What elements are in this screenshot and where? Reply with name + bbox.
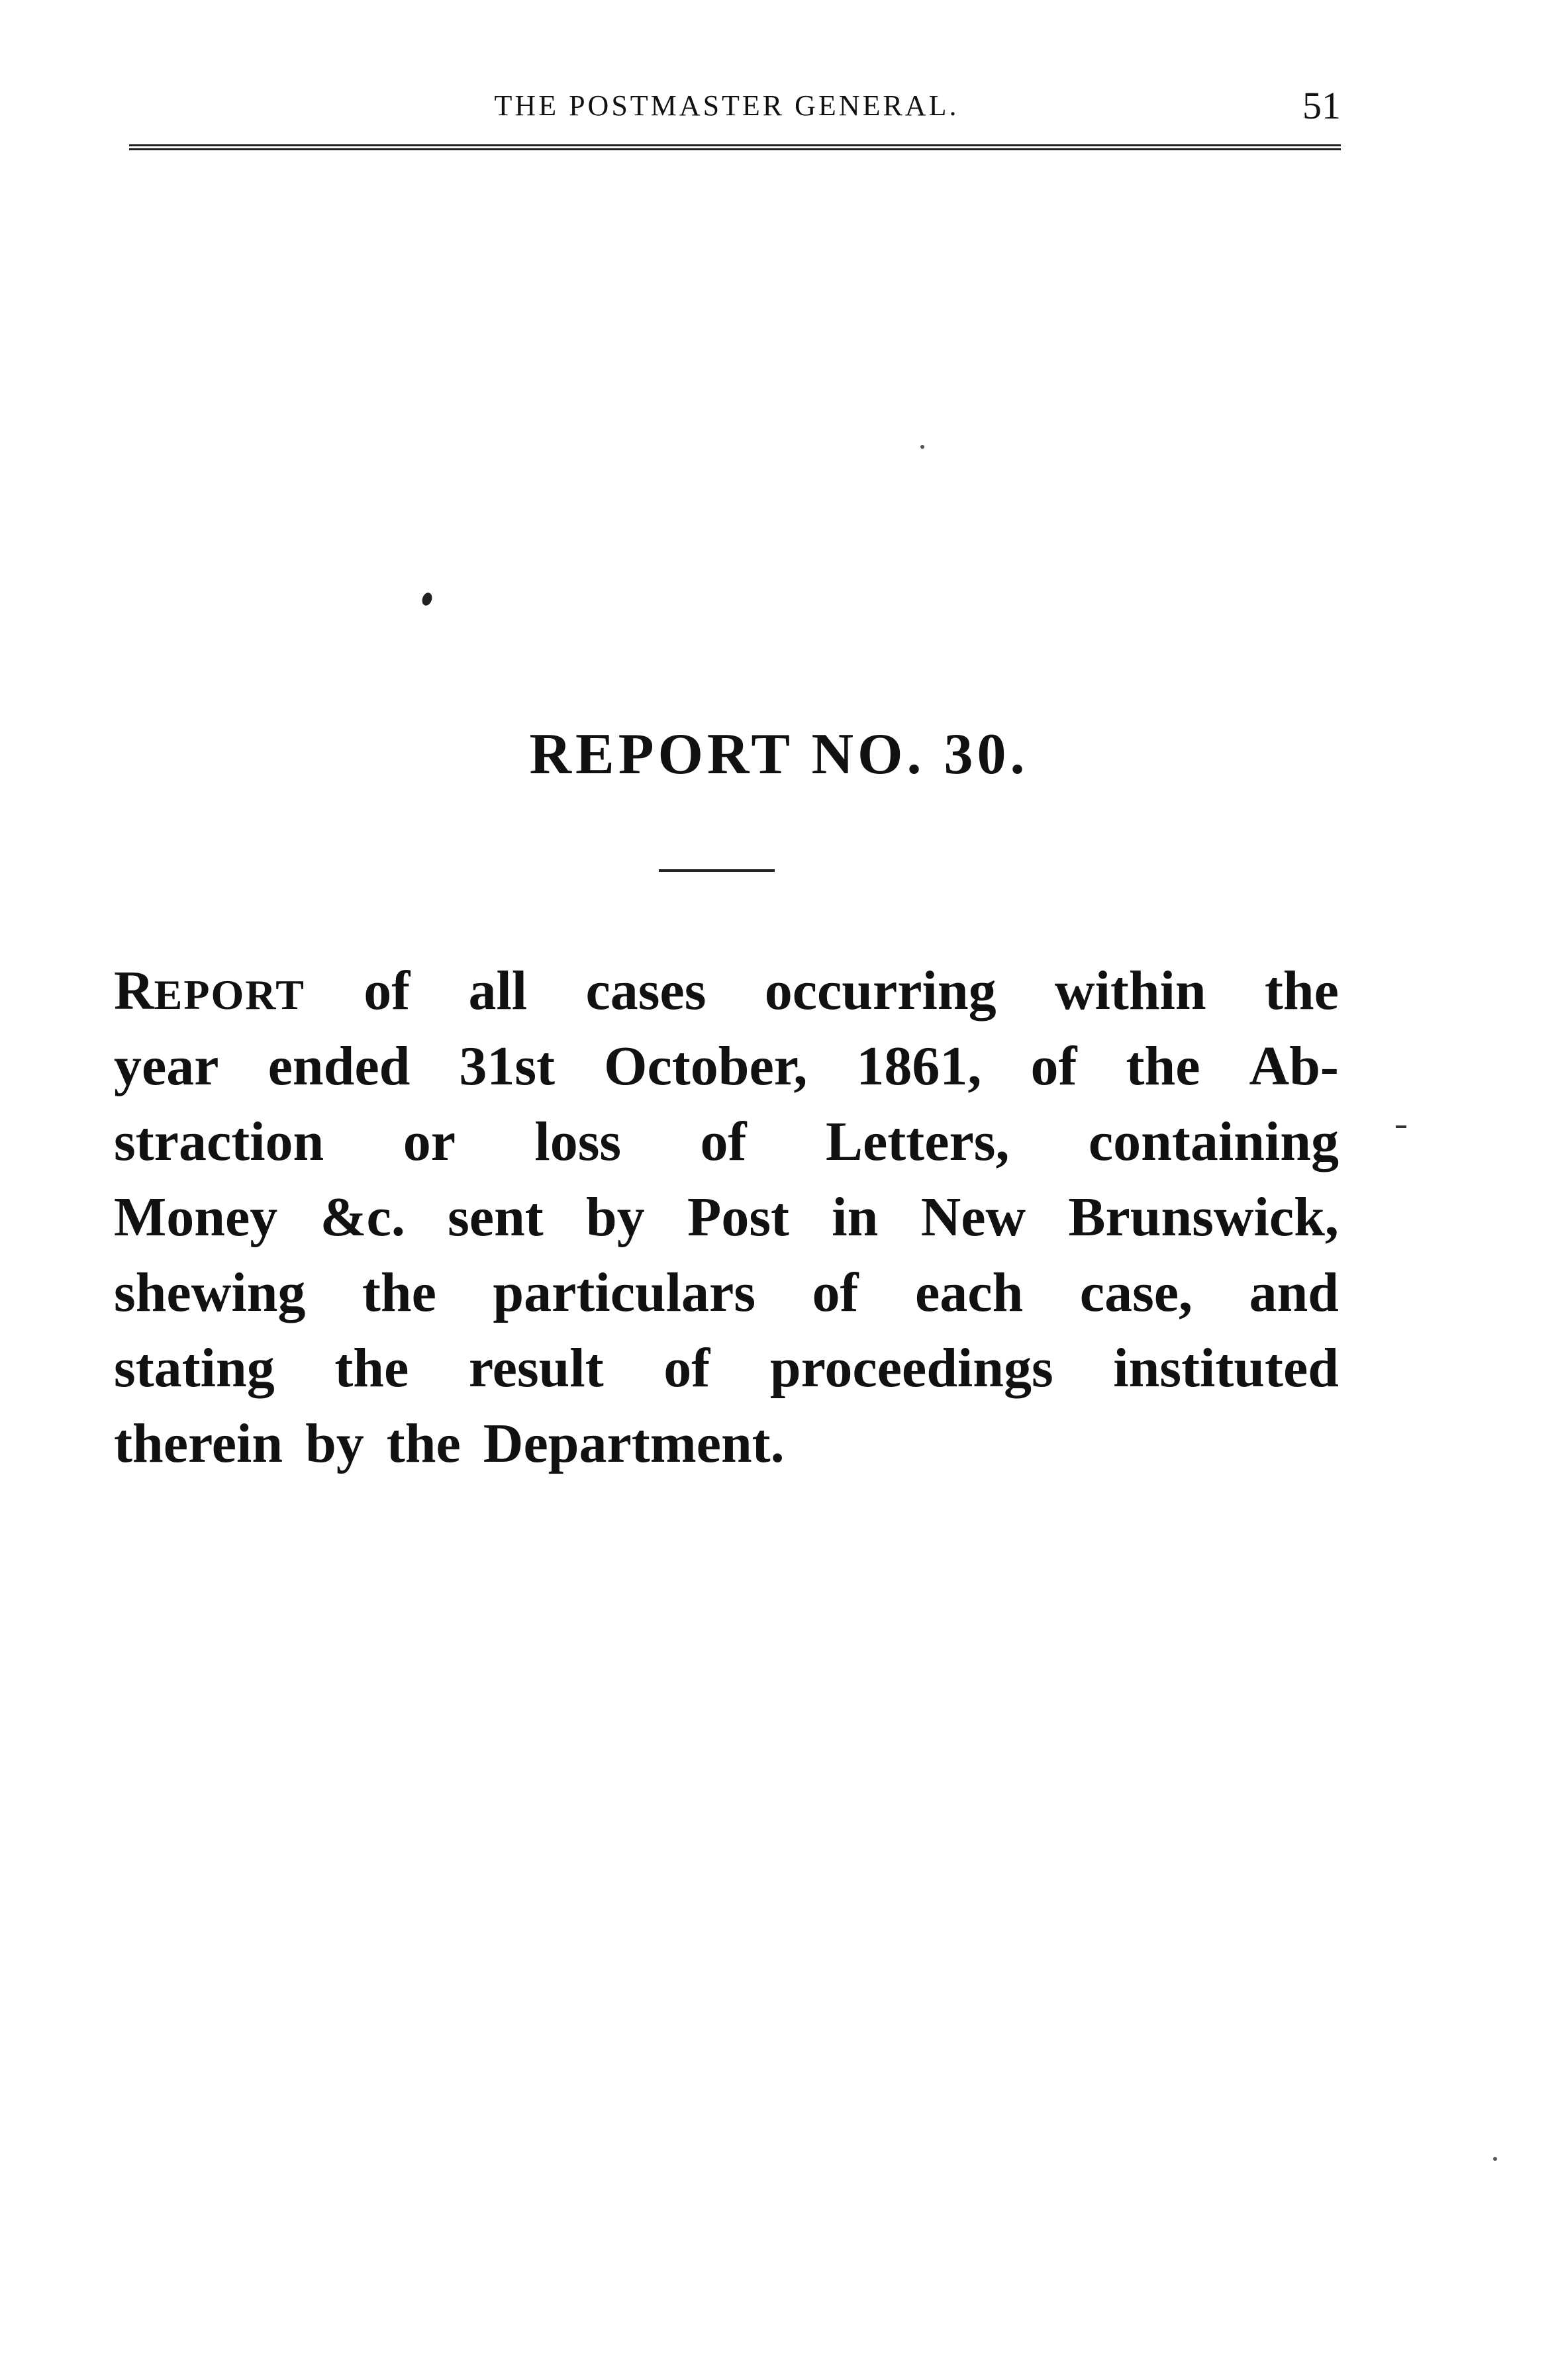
word: by bbox=[586, 1186, 645, 1248]
word: particulars bbox=[493, 1262, 756, 1323]
word: sent bbox=[448, 1186, 544, 1248]
word: shewing bbox=[114, 1262, 306, 1323]
word: containing bbox=[1088, 1111, 1339, 1172]
word: therein bbox=[114, 1413, 283, 1474]
header-double-rule bbox=[129, 144, 1341, 150]
word: the bbox=[362, 1262, 436, 1323]
word: the bbox=[386, 1413, 461, 1474]
word: &c. bbox=[320, 1186, 405, 1248]
word: New bbox=[920, 1186, 1026, 1248]
text-line-2 bbox=[114, 1029, 1339, 1104]
word: the bbox=[1264, 960, 1339, 1022]
word: Letters, bbox=[825, 1111, 1010, 1172]
speck-mark bbox=[1493, 2157, 1497, 2161]
word: 31st bbox=[459, 1035, 556, 1097]
word: of bbox=[364, 960, 411, 1022]
word: all bbox=[468, 960, 528, 1022]
text-line-7 bbox=[114, 1406, 1339, 1482]
word: or bbox=[403, 1111, 456, 1172]
word: stating bbox=[114, 1337, 275, 1399]
word: Department. bbox=[483, 1413, 785, 1474]
word: the bbox=[334, 1337, 409, 1399]
word: and bbox=[1249, 1262, 1339, 1323]
word: in bbox=[832, 1186, 879, 1248]
word: loss bbox=[534, 1111, 622, 1172]
word: instituted bbox=[1113, 1337, 1339, 1399]
word: proceedings bbox=[769, 1337, 1053, 1399]
stray-ink-mark bbox=[420, 591, 434, 607]
text-line-5 bbox=[114, 1255, 1339, 1331]
text-line-4 bbox=[114, 1180, 1339, 1255]
word: Money bbox=[114, 1186, 278, 1248]
word: ended bbox=[268, 1035, 411, 1097]
speck-mark bbox=[920, 445, 924, 449]
report-description bbox=[114, 953, 1339, 1482]
text-line-6 bbox=[114, 1331, 1339, 1406]
running-head bbox=[113, 86, 1341, 132]
word: 1861, bbox=[856, 1035, 982, 1097]
text-line-3 bbox=[114, 1104, 1339, 1180]
word: occurring bbox=[764, 960, 997, 1022]
word: October, bbox=[604, 1035, 808, 1097]
lead-word: REPORT bbox=[114, 960, 305, 1022]
word: Ab- bbox=[1249, 1035, 1339, 1097]
word: Brunswick, bbox=[1068, 1186, 1339, 1248]
word: of bbox=[700, 1111, 747, 1172]
word: year bbox=[114, 1035, 219, 1097]
page-number: 51 bbox=[1302, 84, 1341, 127]
word: Post bbox=[687, 1186, 789, 1248]
word: within bbox=[1054, 960, 1206, 1022]
heading-divider bbox=[659, 869, 775, 872]
word: the bbox=[1126, 1035, 1200, 1097]
text-line-1 bbox=[114, 953, 1339, 1029]
word: cases bbox=[585, 960, 706, 1022]
word: of bbox=[663, 1337, 710, 1399]
word: case, bbox=[1079, 1262, 1193, 1323]
word: straction bbox=[114, 1111, 324, 1172]
report-heading: REPORT NO. 30. bbox=[529, 722, 1029, 786]
word: of bbox=[812, 1262, 859, 1323]
word: by bbox=[305, 1413, 364, 1474]
word: result bbox=[468, 1337, 604, 1399]
margin-dash-mark bbox=[1396, 1125, 1406, 1128]
word: each bbox=[915, 1262, 1024, 1323]
word: of bbox=[1030, 1035, 1077, 1097]
running-title: THE POSTMASTER GENERAL. bbox=[494, 89, 959, 122]
